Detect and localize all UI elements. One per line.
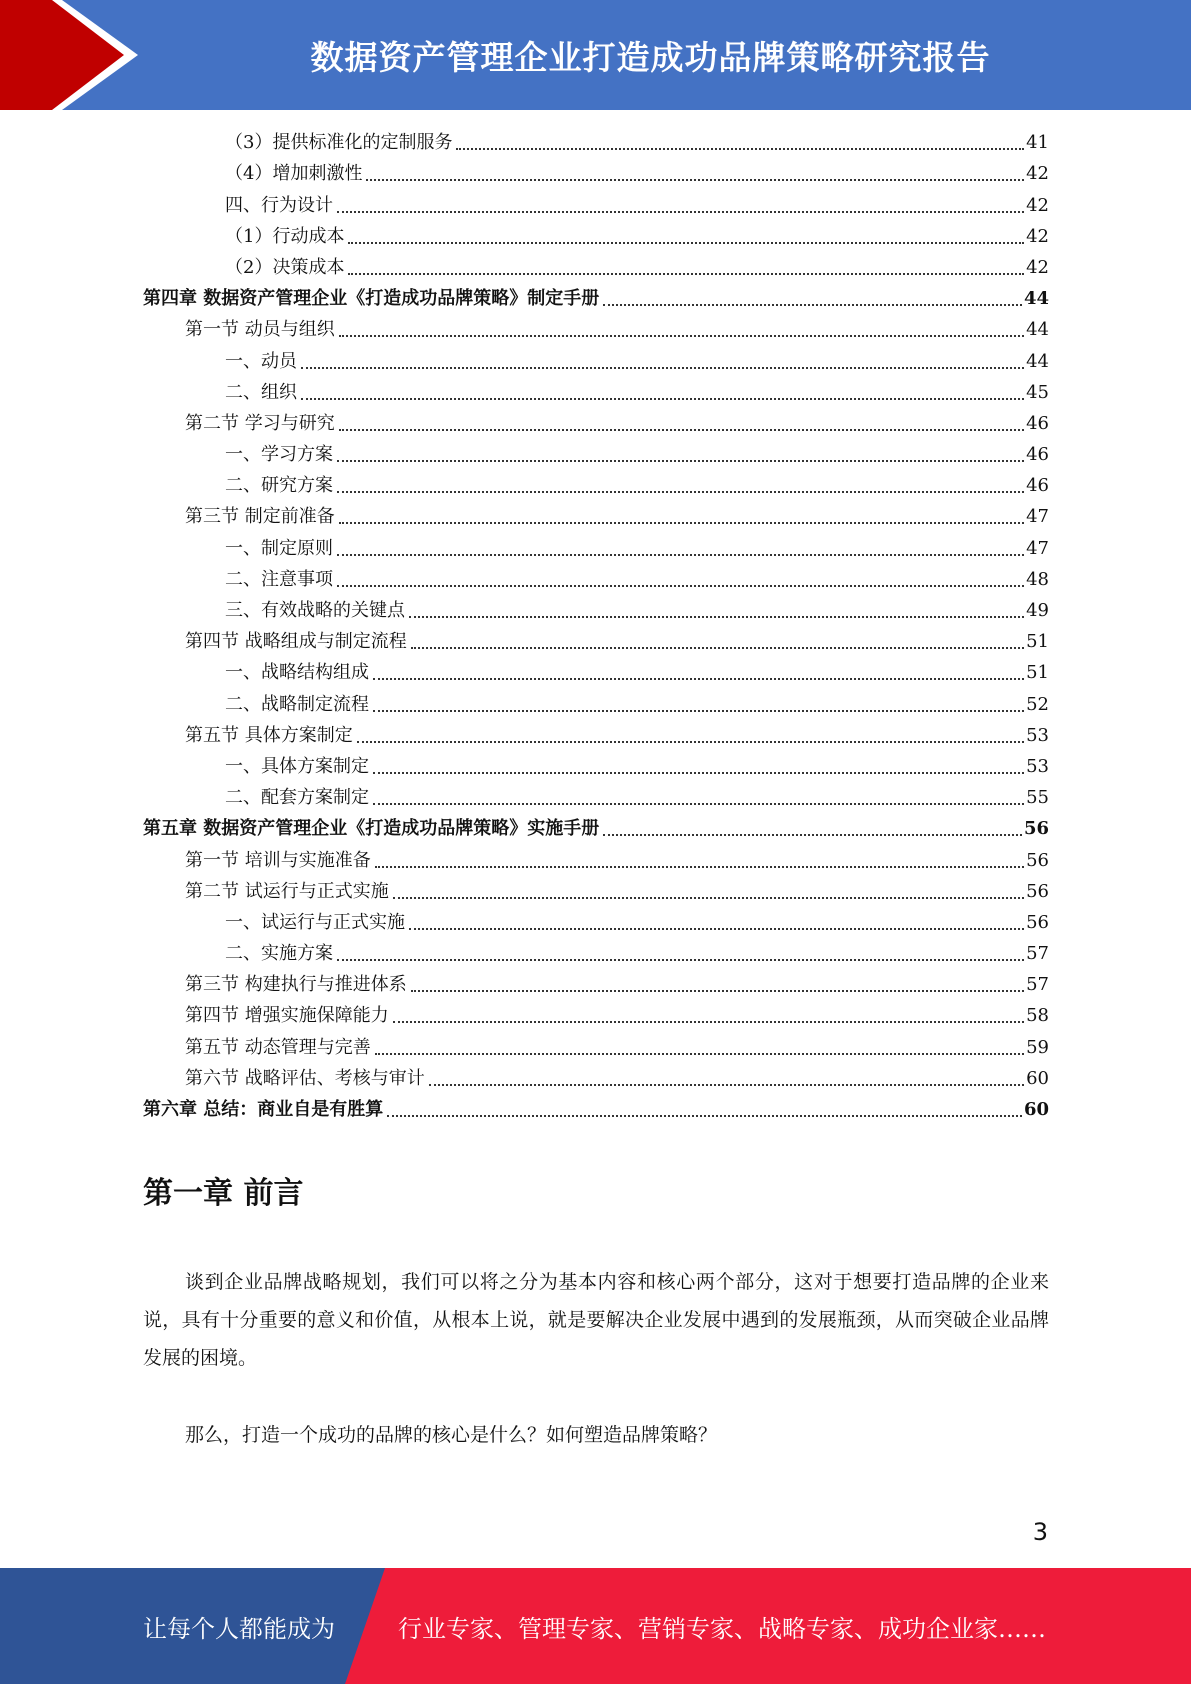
- toc-entry[interactable]: [0, 470, 1049, 501]
- toc-entry[interactable]: [0, 844, 1049, 875]
- toc-entry-page: 41: [1026, 132, 1049, 154]
- toc-entry-label: 第一节 动员与组织: [185, 314, 337, 345]
- toc-entry-page: 44: [1026, 350, 1049, 372]
- toc-entry-label: 一、动员: [225, 346, 299, 377]
- toc-entry-label: 二、战略制定流程: [225, 689, 371, 720]
- toc-leader-dots: [409, 616, 1024, 618]
- toc-entry-page: 48: [1026, 568, 1049, 590]
- toc-entry-label: （3）提供标准化的定制服务: [225, 127, 454, 158]
- toc-entry[interactable]: [0, 345, 1049, 376]
- toc-leader-dots: [337, 460, 1024, 462]
- toc-entry[interactable]: [0, 1000, 1049, 1031]
- toc-leader-dots: [348, 242, 1024, 244]
- toc-entry-label: 二、组织: [225, 377, 299, 408]
- toc-leader-dots: [429, 1084, 1024, 1086]
- chevron-arrow-icon: [0, 0, 150, 110]
- page-footer: [0, 1568, 1191, 1684]
- toc-entry-page: 57: [1026, 943, 1049, 965]
- toc-leader-dots: [301, 398, 1024, 400]
- toc-entry-page: 47: [1026, 506, 1049, 528]
- toc-entry-page: 46: [1026, 444, 1049, 466]
- toc-entry[interactable]: [0, 221, 1049, 252]
- toc-entry[interactable]: [0, 626, 1049, 657]
- toc-entry[interactable]: [0, 657, 1049, 688]
- toc-leader-dots: [603, 834, 1022, 836]
- toc-leader-dots: [337, 585, 1024, 587]
- toc-entry-page: 60: [1026, 1067, 1049, 1089]
- toc-leader-dots: [375, 1053, 1024, 1055]
- toc-leader-dots: [456, 148, 1024, 150]
- toc-entry[interactable]: [0, 1063, 1049, 1094]
- toc-chapter-entry[interactable]: [0, 813, 1049, 844]
- chapter-heading: 第一章 前言: [143, 1176, 304, 1211]
- toc-entry-label: 第三节 构建执行与推进体系: [185, 969, 409, 1000]
- toc-entry-label: 二、注意事项: [225, 564, 335, 595]
- toc-entry-page: 46: [1026, 475, 1049, 497]
- toc-entry[interactable]: [0, 1031, 1049, 1062]
- toc-leader-dots: [348, 273, 1024, 275]
- toc-leader-dots: [366, 179, 1024, 181]
- toc-entry-label: 第二节 试运行与正式实施: [185, 876, 391, 907]
- toc-entry-page: 42: [1026, 194, 1049, 216]
- toc-entry-page: 58: [1026, 1005, 1049, 1027]
- toc-entry[interactable]: [0, 314, 1049, 345]
- toc-entry-label: 三、有效战略的关键点: [225, 595, 407, 626]
- toc-entry-label: 二、研究方案: [225, 470, 335, 501]
- intro-paragraph: 谈到企业品牌战略规划，我们可以将之分为基本内容和核心两个部分，这对于想要打造品牌的企业来说，具有十分重要的意义和价值，从根本上说，就是要解决企业发展中遇到的发展瓶颈，从而突破企业品牌发展的困境。: [143, 1271, 1049, 1369]
- toc-leader-dots: [301, 367, 1024, 369]
- page-number: 3: [1032, 1518, 1048, 1546]
- toc-leader-dots: [373, 772, 1024, 774]
- toc-entry[interactable]: [0, 127, 1049, 158]
- toc-entry-page: 60: [1023, 1099, 1049, 1120]
- toc-entry-page: 55: [1026, 787, 1049, 809]
- toc-leader-dots: [387, 1115, 1022, 1117]
- toc-leader-dots: [339, 335, 1024, 337]
- toc-entry[interactable]: [0, 782, 1049, 813]
- toc-leader-dots: [337, 211, 1024, 213]
- toc-leader-dots: [411, 647, 1024, 649]
- toc-entry-label: 第六章 总结：商业自是有胜算: [143, 1094, 385, 1125]
- toc-entry-label: 第一节 培训与实施准备: [185, 845, 373, 876]
- toc-entry-label: 四、行为设计: [225, 190, 335, 221]
- toc-leader-dots: [337, 554, 1024, 556]
- toc-entry-page: 49: [1026, 600, 1049, 621]
- toc-leader-dots: [373, 678, 1024, 680]
- toc-entry[interactable]: [0, 907, 1049, 938]
- toc-leader-dots: [411, 990, 1024, 992]
- toc-entry-label: 二、实施方案: [225, 938, 335, 969]
- toc-entry-page: 56: [1026, 880, 1049, 902]
- toc-entry-page: 59: [1026, 1036, 1049, 1058]
- toc-entry[interactable]: [0, 751, 1049, 782]
- toc-entry-label: 第五节 动态管理与完善: [185, 1032, 373, 1063]
- toc-leader-dots: [409, 928, 1024, 930]
- toc-chapter-entry[interactable]: [0, 283, 1049, 314]
- toc-entry-label: （4）增加刺激性: [225, 158, 364, 189]
- toc-entry[interactable]: [0, 377, 1049, 408]
- toc-leader-dots: [373, 803, 1024, 805]
- toc-leader-dots: [393, 897, 1024, 899]
- toc-entry-label: 一、学习方案: [225, 439, 335, 470]
- toc-entry[interactable]: [0, 720, 1049, 751]
- toc-entry-label: 第五节 具体方案制定: [185, 720, 355, 751]
- toc-entry-page: 56: [1026, 911, 1049, 933]
- toc-entry-page: 42: [1026, 163, 1049, 185]
- toc-leader-dots: [339, 429, 1024, 431]
- toc-entry[interactable]: [0, 439, 1049, 470]
- toc-entry-label: 第三节 制定前准备: [185, 501, 337, 532]
- footer-slogan: 让每个人都能成为: [143, 1614, 335, 1643]
- toc-leader-dots: [393, 1021, 1024, 1023]
- toc-entry-label: 二、配套方案制定: [225, 782, 371, 813]
- toc-entry-label: 第四章 数据资产管理企业《打造成功品牌策略》制定手册: [143, 283, 601, 314]
- toc-entry-label: 第六节 战略评估、考核与审计: [185, 1063, 427, 1094]
- toc-entry-label: 一、制定原则: [225, 533, 335, 564]
- toc-entry-page: 56: [1023, 818, 1049, 840]
- toc-leader-dots: [373, 710, 1024, 712]
- toc-leader-dots: [337, 959, 1024, 961]
- toc-entry-page: 42: [1026, 225, 1049, 247]
- toc-entry-page: 53: [1026, 724, 1049, 746]
- toc-entry[interactable]: [0, 501, 1049, 532]
- toc-entry-page: 52: [1026, 693, 1049, 715]
- toc-entry[interactable]: [0, 252, 1049, 283]
- toc-entry-label: 第二节 学习与研究: [185, 408, 337, 439]
- toc-entry-label: 第四节 战略组成与制定流程: [185, 626, 409, 657]
- toc-entry-label: 一、战略结构组成: [225, 657, 371, 688]
- toc-entry-page: 42: [1026, 256, 1049, 278]
- toc-entry[interactable]: [0, 158, 1049, 189]
- toc-leader-dots: [603, 304, 1022, 306]
- toc-entry[interactable]: [0, 938, 1049, 969]
- toc-entry[interactable]: [0, 595, 1049, 626]
- toc-entry-label: 一、试运行与正式实施: [225, 907, 407, 938]
- page-header: [0, 0, 1191, 110]
- toc-entry[interactable]: [0, 564, 1049, 595]
- toc-leader-dots: [375, 866, 1024, 868]
- toc-entry-page: 51: [1026, 631, 1049, 653]
- toc-leader-dots: [339, 522, 1024, 524]
- toc-entry[interactable]: [0, 408, 1049, 439]
- toc-entry-page: 44: [1023, 288, 1049, 310]
- toc-entry-label: 一、具体方案制定: [225, 751, 371, 782]
- toc-entry[interactable]: [0, 969, 1049, 1000]
- toc-entry[interactable]: [0, 876, 1049, 907]
- toc-entry-page: 45: [1026, 381, 1049, 403]
- toc-entry-label: 第五章 数据资产管理企业《打造成功品牌策略》实施手册: [143, 813, 601, 844]
- question-paragraph: 那么，打造一个成功的品牌的核心是什么？如何塑造品牌策略？: [185, 1424, 718, 1446]
- footer-roles: 行业专家、管理专家、营销专家、战略专家、成功企业家……: [398, 1614, 1046, 1643]
- toc-entry-page: 44: [1026, 319, 1049, 341]
- toc-entry-page: 57: [1026, 974, 1049, 996]
- toc-entry[interactable]: [0, 688, 1049, 719]
- toc-chapter-entry[interactable]: [0, 1094, 1049, 1125]
- toc-entry-page: 56: [1026, 849, 1049, 871]
- toc-entry[interactable]: [0, 189, 1049, 220]
- toc-entry-page: 46: [1026, 412, 1049, 434]
- toc-entry-page: 53: [1026, 755, 1049, 777]
- report-title: 数据资产管理企业打造成功品牌策略研究报告: [310, 37, 991, 77]
- toc-entry[interactable]: [0, 532, 1049, 563]
- toc-entry-label: （1）行动成本: [225, 221, 346, 252]
- toc-entry-page: 51: [1026, 662, 1049, 684]
- table-of-contents: [0, 127, 1191, 1125]
- toc-entry-page: 47: [1026, 537, 1049, 559]
- toc-leader-dots: [357, 741, 1024, 743]
- toc-entry-label: （2）决策成本: [225, 252, 346, 283]
- toc-entry-label: 第四节 增强实施保障能力: [185, 1000, 391, 1031]
- toc-leader-dots: [337, 491, 1024, 493]
